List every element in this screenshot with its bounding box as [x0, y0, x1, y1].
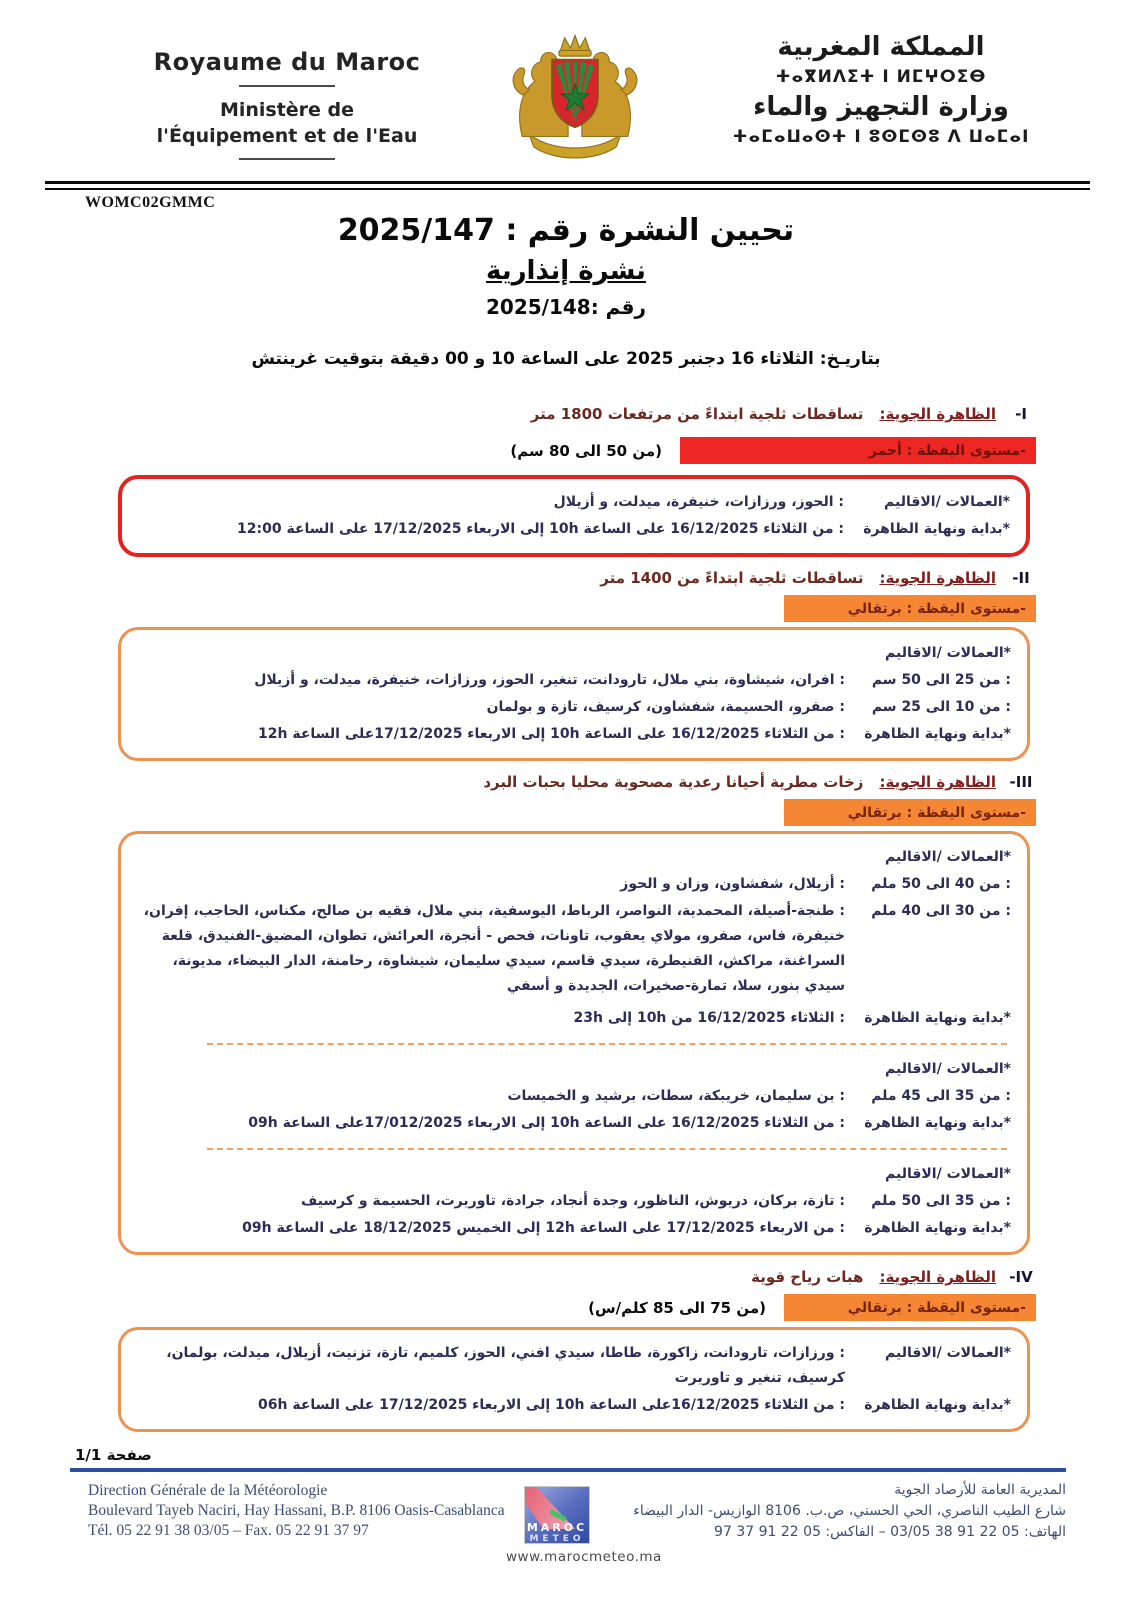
section-4-numeral: -IV — [1009, 1268, 1033, 1286]
period-value: : من الثلاثاء 16/12/2025على الساعة 10h إلى الاربعاء 17/12/2025 على الساعة 06h — [258, 1397, 845, 1413]
ministry-title-ar: وزارة التجهيز والماء — [753, 92, 1009, 122]
period-row — [137, 722, 1011, 747]
website-url: www.marocmeteo.ma — [506, 1549, 662, 1565]
section-3-subsection-3 — [137, 1162, 1011, 1241]
period-value: : من الثلاثاء 16/12/2025 على الساعة 10h إلى الاربعاء 17/012/2025على الساعة 09h — [248, 1115, 845, 1131]
ministry-line2-fr: l'Équipement et de l'Eau — [156, 125, 418, 147]
phenomenon-label: الظاهرة الجوية: — [879, 569, 996, 587]
period-row — [137, 1006, 1011, 1031]
vigilance-range-note: (من 75 الى 85 كلم/س) — [588, 1298, 766, 1317]
amount-range-label: : من 30 الى 40 ملم — [871, 903, 1011, 919]
section-1-header — [100, 405, 1036, 423]
bulletin-code: WOMC02GMMC — [85, 194, 216, 211]
vigilance-level-badge-orange: -مستوى اليقظة : برتقالي — [784, 1294, 1036, 1321]
section-1-vigilance-row — [100, 437, 1036, 464]
period-value: : الثلاثاء 16/12/2025 من 10h إلى 23h — [573, 1010, 845, 1026]
bulletin-date: بتاريـخ: الثلاثاء 16 دجنبر 2025 على الساعة 10 و 00 دقيقة بتوقيت غرينتش — [251, 349, 881, 369]
amount-provinces: : طنجة-أصيلة، المحمدية، النواصر، الرباط، اليوسفية، بني ملال، فقيه بن صالح، مكناس، الحاجب، إفران، خنيفرة، فاس، صفرو، مولاي يعقوب، تاونات، فحص - أنجرة، العرائش، تطوان، المضيق-الفنيدق، قلعة السراغنة، مراكش، القنيطرة، سيدي قاسم، سيدي سليمان، شيشاوة، رحامنة، الدار البيضاء، مديونة، سيدي بنور، سلا، تمارة-صخيرات، الجديدة و أسفي — [143, 903, 845, 994]
kingdom-title-fr: Royaume du Maroc — [153, 48, 421, 76]
ministry-header-fr — [112, 48, 462, 170]
provinces-label: *العمالات /الاقاليم — [885, 1166, 1011, 1182]
phenomenon-description: تساقطات ثلجية ابتداءً من مرتفعات 1800 متر — [530, 405, 864, 423]
provinces-row — [137, 1057, 1011, 1082]
period-label: *بداية ونهاية الظاهرة — [864, 1010, 1011, 1026]
amount-provinces: : افران، شيشاوة، بني ملال، تارودانت، تنغير، الحوز، ورزازات، خنيفرة، ميدلت، و أزيلال — [254, 672, 845, 688]
amount-row — [137, 1189, 1011, 1214]
amount-row — [137, 668, 1011, 693]
bulletin-update-title: تحيين النشرة رقم : 2025/147 — [337, 213, 795, 248]
provinces-label: *العمالات /الاقاليم — [885, 1345, 1011, 1361]
phenomenon-label: الظاهرة الجوية: — [879, 405, 996, 423]
bulletin-title-block — [0, 213, 1132, 369]
subsection-divider — [207, 1148, 1007, 1150]
period-value: : من الثلاثاء 16/12/2025 على الساعة 10h إلى الاربعاء 17/12/2025على الساعة 12h — [258, 726, 845, 742]
amount-provinces: : بن سليمان، خريبكة، سطات، برشيد و الخميسات — [507, 1088, 845, 1104]
ministry-line1-fr: Ministère de — [219, 99, 355, 121]
provinces-row — [137, 1341, 1011, 1391]
section-2-details-box — [118, 627, 1030, 761]
provinces-row — [137, 641, 1011, 666]
vigilance-level-badge-red: -مستوى اليقظة : أحمر — [680, 437, 1036, 464]
period-row — [137, 1111, 1011, 1136]
section-1-numeral: -I — [1015, 405, 1027, 423]
section-3-header — [100, 773, 1036, 791]
section-1-details-box — [118, 475, 1030, 557]
period-label: *بداية ونهاية الظاهرة — [864, 1115, 1011, 1131]
footer-org-ar: المديرية العامة للأرصاد الجوية — [894, 1482, 1066, 1498]
kingdom-title-ar: المملكة المغربية — [777, 32, 985, 62]
section-3-numeral: -III — [1009, 773, 1033, 791]
header-divider — [239, 158, 335, 160]
amount-provinces: : أزيلال، شفشاون، وزان و الحوز — [620, 876, 845, 892]
provinces-label: *العمالات /الاقاليم — [885, 849, 1011, 865]
amount-range-label: : من 40 الى 50 ملم — [871, 876, 1011, 892]
logo-text-maroc: MAROC — [526, 1521, 588, 1534]
period-row — [138, 517, 1010, 542]
footer-address-fr — [88, 1481, 505, 1541]
amount-row — [137, 899, 1011, 999]
ministry-title-tifinagh: ⵜⴰⵎⴰⵡⴰⵙⵜ ⵏ ⵓⵙⵎⵙⵓ ⴷ ⵡⴰⵎⴰⵏ — [732, 127, 1030, 147]
section-3-subsection-2 — [137, 1057, 1011, 1136]
provinces-label: *العمالات /الاقاليم — [885, 645, 1011, 661]
section-3-subsection-1 — [137, 845, 1011, 1031]
vigilance-level-badge-orange: -مستوى اليقظة : برتقالي — [784, 799, 1036, 826]
footer-street-fr: Boulevard Tayeb Naciri, Hay Hassani, B.P. 8106 Oasis-Casablanca — [88, 1502, 505, 1519]
vigilance-level-badge-orange: -مستوى اليقظة : برتقالي — [784, 595, 1036, 622]
section-2-numeral: -II — [1012, 569, 1030, 587]
ministry-header-ar — [716, 30, 1046, 150]
period-label: *بداية ونهاية الظاهرة — [864, 1220, 1011, 1236]
provinces-value: : ورزازات، تارودانت، زاكورة، طاطا، سيدي افني، الحوز، كلميم، تازة، تزنيت، أزيلال، ميدلت، بولمان، كرسيف، تنغير و تاوريرت — [166, 1345, 845, 1386]
footer-address-ar — [633, 1480, 1066, 1543]
footer-org-fr: Direction Générale de la Météorologie — [88, 1482, 328, 1499]
provinces-label: *العمالات /الاقاليم — [885, 1061, 1011, 1077]
section-4-header — [100, 1268, 1036, 1286]
provinces-value: : الحوز، ورزازات، خنيفرة، ميدلت، و أزيلال — [553, 494, 844, 510]
amount-row — [137, 695, 1011, 720]
bulletin-number: رقم :2025/148 — [486, 295, 646, 319]
amount-range-label: : من 25 الى 50 سم — [871, 672, 1011, 688]
period-label: *بداية ونهاية الظاهرة — [864, 1397, 1011, 1413]
phenomenon-description: تساقطات ثلجية ابتداءً من 1400 متر — [600, 569, 864, 587]
amount-provinces: : صفرو، الحسيمة، شفشاون، كرسيف، تازة و بولمان — [486, 699, 845, 715]
phenomenon-description: زخات مطرية أحيانا رعدية مصحوبة محليا بحبات البرد — [483, 773, 864, 791]
provinces-row — [137, 845, 1011, 870]
footer-separator-line — [70, 1468, 1066, 1472]
section-3-details-box — [118, 831, 1030, 1255]
logo-text-meteo: METEO — [529, 1534, 585, 1544]
amount-provinces: : تازة، بركان، دريوش، الناظور، وجدة أنجاد، جرادة، تاوريرت، الحسيمة و كرسيف — [300, 1193, 845, 1209]
phenomenon-label: الظاهرة الجوية: — [879, 1268, 996, 1286]
amount-range-label: : من 10 الى 25 سم — [871, 699, 1011, 715]
provinces-row — [138, 490, 1010, 515]
section-3-vigilance-row — [100, 799, 1036, 826]
vigilance-range-note: (من 50 الى 80 سم) — [510, 441, 662, 460]
section-2-header — [100, 569, 1036, 587]
amount-range-label: : من 35 الى 50 ملم — [871, 1193, 1011, 1209]
period-row — [137, 1393, 1011, 1418]
phenomenon-description: هبات رياح قوية — [751, 1268, 864, 1286]
footer-phone-ar: الهاتف: 05 22 91 38 03/05 – الفاكس: 05 22 91 37 97 — [714, 1524, 1066, 1540]
amount-row — [137, 1084, 1011, 1109]
marocmeteo-logo-block — [506, 1486, 662, 1565]
section-4-details-box — [118, 1327, 1030, 1432]
header-separator-line — [45, 181, 1090, 190]
page-number: صفحة 1/1 — [75, 1446, 152, 1464]
kingdom-title-tifinagh: ⵜⴰⴳⵍⴷⵉⵜ ⵏ ⵍⵎⵖⵔⵉⴱ — [775, 67, 987, 87]
provinces-row — [137, 1162, 1011, 1187]
period-label: *بداية ونهاية الظاهرة — [864, 726, 1011, 742]
period-row — [137, 1216, 1011, 1241]
phenomenon-label: الظاهرة الجوية: — [879, 773, 996, 791]
period-value: : من الاربعاء 17/12/2025 على الساعة 12h إلى الخميس 18/12/2025 على الساعة 09h — [242, 1220, 845, 1236]
section-2-vigilance-row — [100, 595, 1036, 622]
footer-phone-fr: Tél. 05 22 91 38 03/05 – Fax. 05 22 91 37 97 — [88, 1522, 369, 1539]
amount-row — [137, 872, 1011, 897]
provinces-label: *العمالات /الاقاليم — [884, 494, 1010, 510]
period-value: : من الثلاثاء 16/12/2025 على الساعة 10h إلى الاربعاء 17/12/2025 على الساعة 12:00 — [237, 521, 844, 537]
marocmeteo-logo-icon — [524, 1486, 590, 1544]
bulletin-type-title: نشرة إنذارية — [486, 256, 646, 286]
coat-of-arms — [500, 24, 650, 168]
morocco-coat-of-arms-icon — [500, 24, 650, 164]
amount-range-label: : من 35 الى 45 ملم — [871, 1088, 1011, 1104]
header-divider — [239, 85, 335, 87]
section-4-vigilance-row — [100, 1294, 1036, 1321]
subsection-divider — [207, 1043, 1007, 1045]
footer-street-ar: شارع الطيب الناصري، الحي الحسني، ص.ب. 8106 الوازيس- الدار البيضاء — [633, 1503, 1066, 1519]
period-label: *بداية ونهاية الظاهرة — [863, 521, 1010, 537]
